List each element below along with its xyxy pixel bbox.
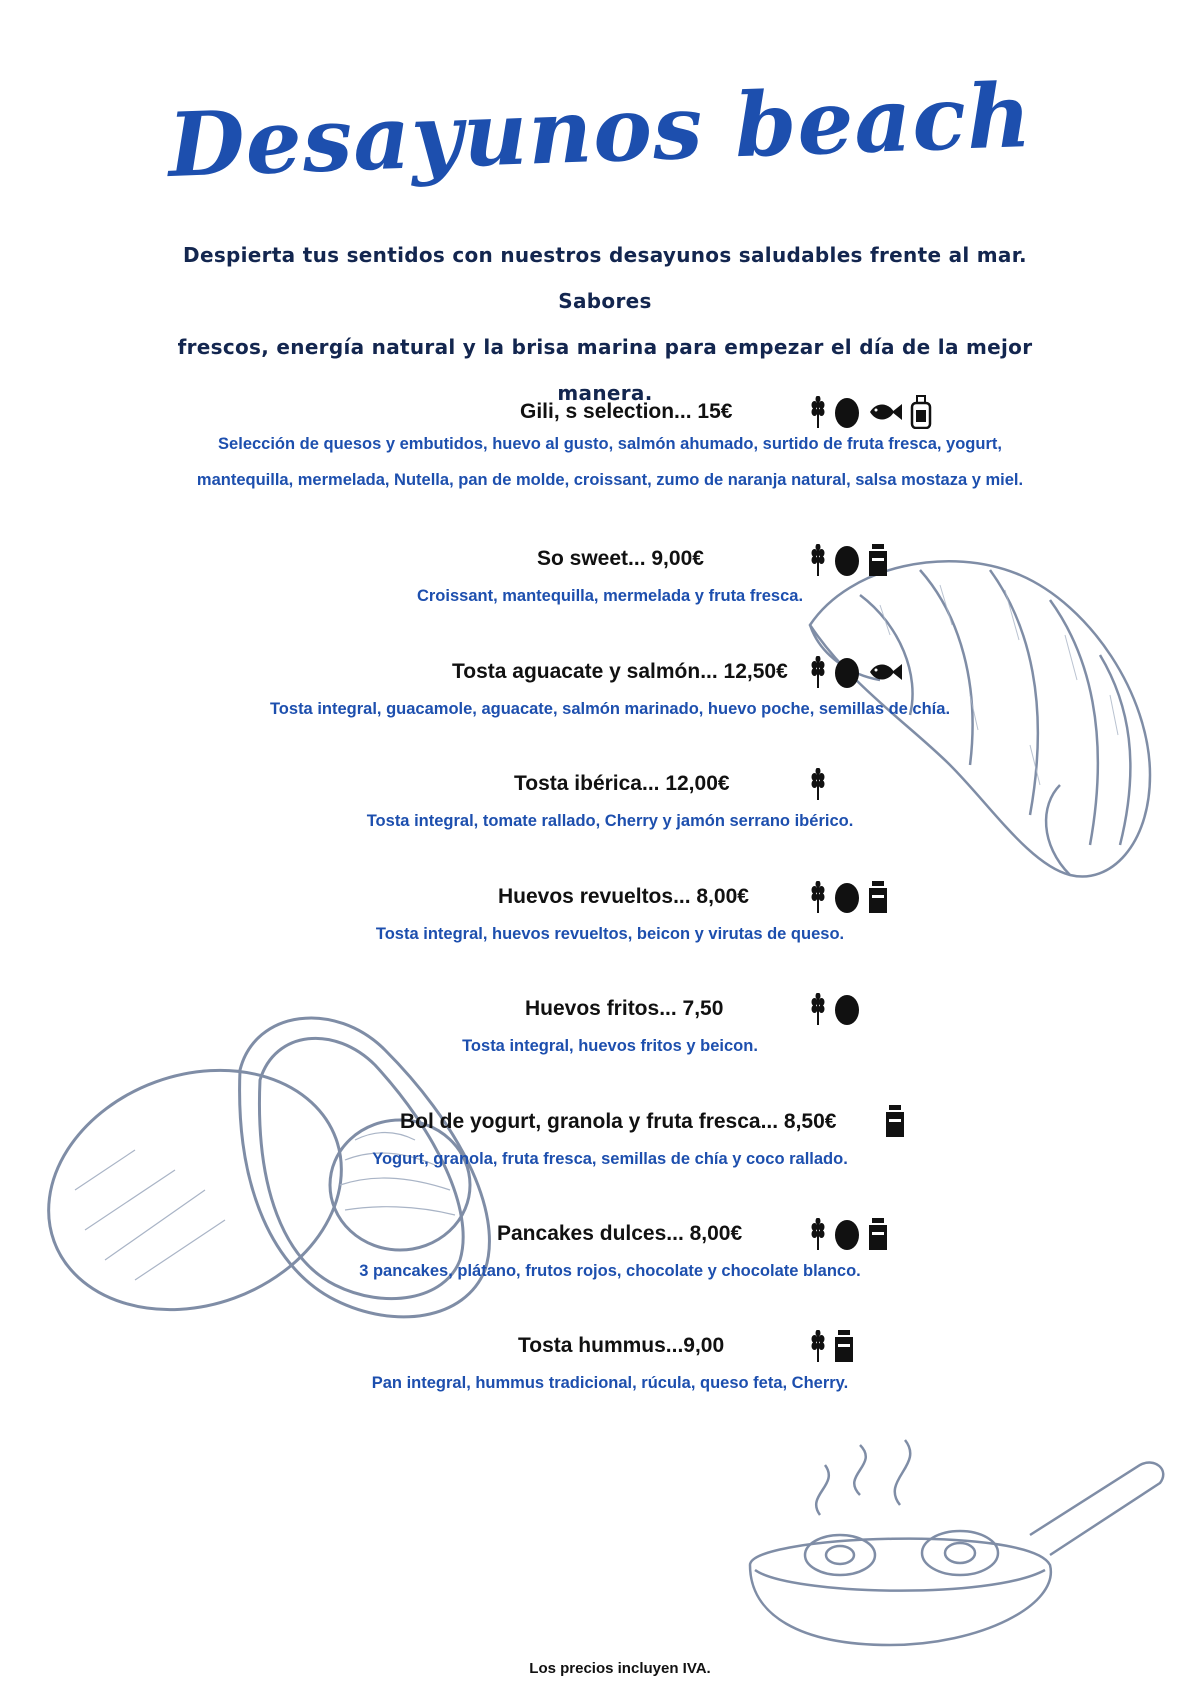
allergen-icons: [810, 543, 888, 577]
description-line: Pan integral, hummus tradicional, rúcula, queso feta, Cherry.: [371, 1374, 849, 1392]
description-line: Croissant, mantequilla, mermelada y fruta fresca.: [416, 587, 804, 605]
allergen-icons: [810, 767, 826, 801]
fish-icon: [868, 662, 902, 682]
milk-icon: [868, 1218, 888, 1250]
item-name: Pancakes dulces... 8,00€: [497, 1222, 743, 1245]
item-name: Tosta ibérica... 12,00€: [514, 772, 730, 795]
item-name: Tosta hummus...9,00: [518, 1334, 725, 1357]
item-description: [150, 691, 1070, 727]
wheat-icon: [810, 768, 826, 800]
item-name: So sweet... 9,00€: [537, 547, 704, 570]
wheat-icon: [810, 656, 826, 688]
item-description: [150, 1028, 1070, 1064]
item-name: Huevos fritos... 7,50: [525, 997, 724, 1020]
mustard-icon: [910, 395, 932, 429]
milk-icon: [885, 1105, 905, 1137]
egg-icon: [834, 881, 860, 913]
allergen-icons: [810, 880, 888, 914]
intro-text: [150, 232, 1060, 416]
egg-icon: [834, 656, 860, 688]
item-name: Huevos revueltos... 8,00€: [498, 885, 749, 908]
wheat-icon: [810, 1330, 826, 1362]
allergen-icons: [810, 1329, 854, 1363]
intro-line-1: Despierta tus sentidos con nuestros desayunos saludables frente al mar. Sabores: [183, 243, 1027, 313]
milk-icon: [868, 544, 888, 576]
description-line: Tosta integral, huevos fritos y beicon.: [462, 1037, 758, 1055]
wheat-icon: [810, 993, 826, 1025]
item-description: [150, 1253, 1070, 1289]
description-line: 3 pancakes, plátano, frutos rojos, chocolate y chocolate blanco.: [359, 1262, 861, 1280]
item-description: [150, 426, 1070, 498]
wheat-icon: [810, 1218, 826, 1250]
vat-note: Los precios incluyen IVA.: [529, 1660, 711, 1677]
milk-icon: [868, 881, 888, 913]
item-description: [150, 916, 1070, 952]
frying-pan-illustration: [730, 1435, 1170, 1675]
wheat-icon: [810, 544, 826, 576]
item-description: [150, 578, 1070, 614]
item-description: [150, 1141, 1070, 1177]
allergen-icons: [810, 395, 932, 429]
item-name: Gili, s selection... 15€: [520, 400, 733, 423]
intro-line-2: frescos, energía natural y la brisa marina para empezar el día de la mejor manera.: [177, 335, 1033, 405]
wheat-icon: [810, 396, 826, 428]
egg-icon: [834, 1218, 860, 1250]
egg-icon: [834, 396, 860, 428]
allergen-icons: [885, 1104, 905, 1138]
item-name: Tosta aguacate y salmón... 12,50€: [452, 660, 788, 683]
milk-icon: [834, 1330, 854, 1362]
allergen-icons: [810, 655, 902, 689]
item-description: [150, 1365, 1070, 1401]
wheat-icon: [810, 881, 826, 913]
description-line: Tosta integral, guacamole, aguacate, salmón marinado, huevo poche, semillas de chía.: [269, 700, 951, 718]
description-line: Tosta integral, huevos revueltos, beicon y virutas de queso.: [375, 925, 845, 943]
egg-icon: [834, 544, 860, 576]
description-line: mantequilla, mermelada, Nutella, pan de molde, croissant, zumo de naranja natural, salsa mostaza y miel.: [196, 471, 1024, 489]
page-title: Desayunos beach: [166, 62, 1034, 198]
item-name: Bol de yogurt, granola y fruta fresca... 8,50€: [400, 1110, 837, 1133]
allergen-icons: [810, 992, 860, 1026]
description-line: Selección de quesos y embutidos, huevo al gusto, salmón ahumado, surtido de fruta fresca, yogurt,: [218, 435, 1002, 453]
allergen-icons: [810, 1217, 888, 1251]
description-line: Tosta integral, tomate rallado, Cherry y jamón serrano ibérico.: [366, 812, 854, 830]
item-description: [150, 803, 1070, 839]
description-line: Yogurt, granola, fruta fresca, semillas de chía y coco rallado.: [372, 1150, 848, 1168]
fish-icon: [868, 402, 902, 422]
egg-icon: [834, 993, 860, 1025]
